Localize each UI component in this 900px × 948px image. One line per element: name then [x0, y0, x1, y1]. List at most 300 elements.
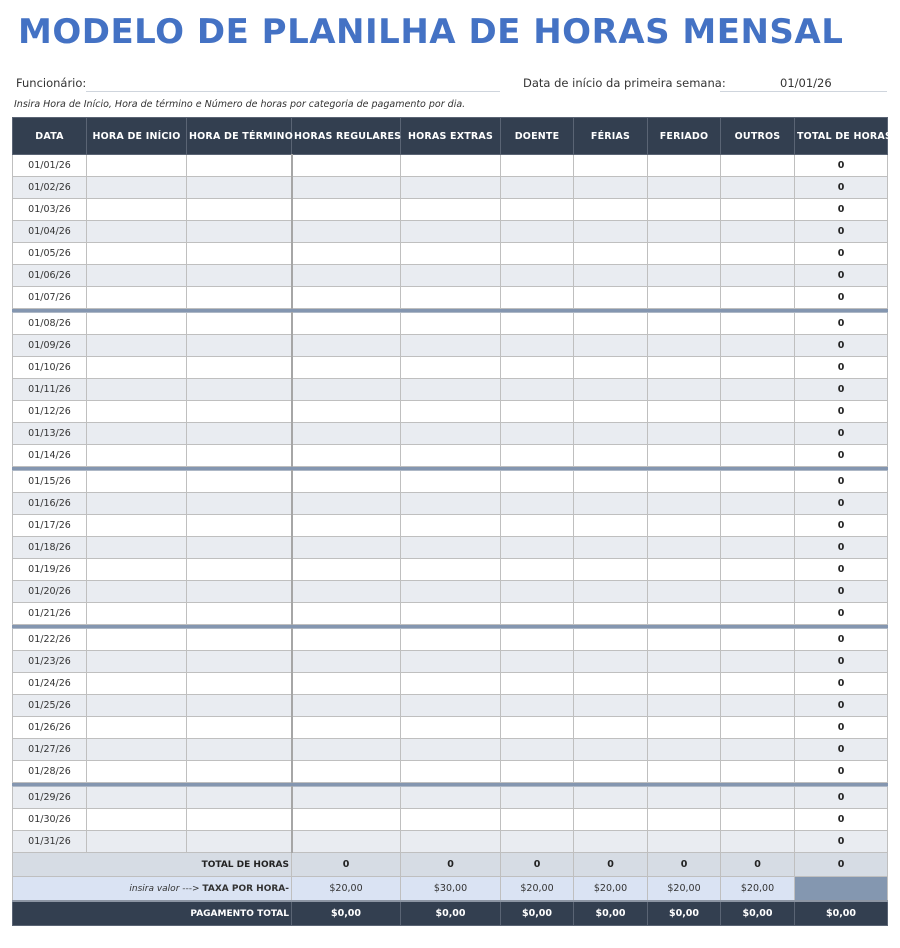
vacation-input[interactable] [574, 287, 648, 309]
vacation-input[interactable] [574, 265, 648, 287]
date-cell: 01/05/26 [13, 243, 87, 265]
date-cell: 01/06/26 [13, 265, 87, 287]
date-cell: 01/04/26 [13, 221, 87, 243]
holiday-input[interactable] [648, 809, 721, 831]
sick-input[interactable] [501, 787, 574, 809]
sick-input[interactable] [501, 265, 574, 287]
sick-input[interactable] [501, 717, 574, 739]
regular-hours-input[interactable] [292, 221, 401, 243]
regular-hours-input[interactable] [292, 423, 401, 445]
other-input[interactable] [721, 493, 795, 515]
sick-input[interactable] [501, 559, 574, 581]
vacation-input[interactable] [574, 243, 648, 265]
table-row [13, 379, 888, 401]
overtime-input[interactable] [401, 603, 501, 625]
end-time-input[interactable] [187, 673, 292, 695]
regular-hours-input[interactable] [292, 177, 401, 199]
holiday-input[interactable] [648, 379, 721, 401]
overtime-input[interactable] [401, 673, 501, 695]
regular-hours-input[interactable] [292, 199, 401, 221]
regular-hours-input[interactable] [292, 471, 401, 493]
other-input[interactable] [721, 831, 795, 853]
vacation-input[interactable] [574, 471, 648, 493]
holiday-input[interactable] [648, 243, 721, 265]
instructions-text: Insira Hora de Início, Hora de término e Número de horas por categoria de pagamento por dia. [14, 99, 466, 110]
holiday-input[interactable] [648, 493, 721, 515]
end-time-input[interactable] [187, 559, 292, 581]
sick-input[interactable] [501, 581, 574, 603]
other-input[interactable] [721, 423, 795, 445]
total-holiday: 0 [648, 853, 721, 877]
end-time-input[interactable] [187, 695, 292, 717]
col-header-date: DATA [13, 118, 87, 155]
holiday-input[interactable] [648, 739, 721, 761]
holiday-input[interactable] [648, 831, 721, 853]
end-time-input[interactable] [187, 603, 292, 625]
start-time-input[interactable] [87, 313, 187, 335]
end-time-input[interactable] [187, 265, 292, 287]
employee-label: Funcionário: [16, 76, 87, 90]
start-date-input[interactable] [720, 76, 887, 92]
start-time-input[interactable] [87, 445, 187, 467]
holiday-input[interactable] [648, 761, 721, 783]
start-time-input[interactable] [87, 423, 187, 445]
holiday-input[interactable] [648, 445, 721, 467]
start-date-label: Data de início da primeira semana: [523, 76, 726, 90]
row-total-hours: 0 [795, 603, 888, 625]
holiday-input[interactable] [648, 423, 721, 445]
overtime-input[interactable] [401, 445, 501, 467]
end-time-input[interactable] [187, 739, 292, 761]
overtime-input[interactable] [401, 357, 501, 379]
overtime-input[interactable] [401, 739, 501, 761]
sick-input[interactable] [501, 673, 574, 695]
regular-hours-input[interactable] [292, 761, 401, 783]
other-input[interactable] [721, 335, 795, 357]
col-header-total-hours: TOTAL DE HORAS [795, 118, 888, 155]
end-time-input[interactable] [187, 423, 292, 445]
regular-hours-input[interactable] [292, 809, 401, 831]
row-total-hours: 0 [795, 581, 888, 603]
end-time-input[interactable] [187, 717, 292, 739]
overtime-input[interactable] [401, 471, 501, 493]
vacation-input[interactable] [574, 357, 648, 379]
other-input[interactable] [721, 629, 795, 651]
sick-input[interactable] [501, 155, 574, 177]
end-time-input[interactable] [187, 177, 292, 199]
row-total-hours: 0 [795, 379, 888, 401]
regular-hours-input[interactable] [292, 695, 401, 717]
other-input[interactable] [721, 379, 795, 401]
other-input[interactable] [721, 761, 795, 783]
start-time-input[interactable] [87, 537, 187, 559]
start-time-input[interactable] [87, 695, 187, 717]
sick-input[interactable] [501, 379, 574, 401]
table-row [13, 243, 888, 265]
start-time-input[interactable] [87, 581, 187, 603]
sick-input[interactable] [501, 357, 574, 379]
sick-input[interactable] [501, 651, 574, 673]
vacation-input[interactable] [574, 651, 648, 673]
start-time-input[interactable] [87, 335, 187, 357]
other-input[interactable] [721, 401, 795, 423]
table-row [13, 651, 888, 673]
start-time-input[interactable] [87, 651, 187, 673]
rate-sick-input[interactable]: $20,00 [501, 877, 574, 902]
row-total-hours: 0 [795, 761, 888, 783]
regular-hours-input[interactable] [292, 739, 401, 761]
end-time-input[interactable] [187, 629, 292, 651]
vacation-input[interactable] [574, 199, 648, 221]
other-input[interactable] [721, 717, 795, 739]
holiday-input[interactable] [648, 313, 721, 335]
regular-hours-input[interactable] [292, 629, 401, 651]
start-time-input[interactable] [87, 831, 187, 853]
date-cell: 01/15/26 [13, 471, 87, 493]
date-cell: 01/22/26 [13, 629, 87, 651]
rate-other-input[interactable]: $20,00 [721, 877, 795, 902]
start-time-input[interactable] [87, 177, 187, 199]
overtime-input[interactable] [401, 787, 501, 809]
page-title: MODELO DE PLANILHA DE HORAS MENSAL [18, 12, 844, 52]
other-input[interactable] [721, 787, 795, 809]
vacation-input[interactable] [574, 809, 648, 831]
regular-hours-input[interactable] [292, 401, 401, 423]
holiday-input[interactable] [648, 177, 721, 199]
regular-hours-input[interactable] [292, 831, 401, 853]
sick-input[interactable] [501, 423, 574, 445]
vacation-input[interactable] [574, 787, 648, 809]
payment-regular: $0,00 [292, 901, 401, 926]
date-cell: 01/31/26 [13, 831, 87, 853]
other-input[interactable] [721, 243, 795, 265]
start-time-input[interactable] [87, 243, 187, 265]
vacation-input[interactable] [574, 761, 648, 783]
vacation-input[interactable] [574, 155, 648, 177]
sick-input[interactable] [501, 629, 574, 651]
vacation-input[interactable] [574, 673, 648, 695]
vacation-input[interactable] [574, 493, 648, 515]
holiday-input[interactable] [648, 401, 721, 423]
regular-hours-input[interactable] [292, 243, 401, 265]
holiday-input[interactable] [648, 673, 721, 695]
table-row [13, 787, 888, 809]
regular-hours-input[interactable] [292, 515, 401, 537]
sick-input[interactable] [501, 493, 574, 515]
holiday-input[interactable] [648, 287, 721, 309]
regular-hours-input[interactable] [292, 581, 401, 603]
rate-regular-input[interactable]: $20,00 [292, 877, 401, 902]
overtime-input[interactable] [401, 221, 501, 243]
rate-vacation-input[interactable]: $20,00 [574, 877, 648, 902]
other-input[interactable] [721, 287, 795, 309]
other-input[interactable] [721, 471, 795, 493]
row-total-hours: 0 [795, 445, 888, 467]
regular-hours-input[interactable] [292, 537, 401, 559]
sick-input[interactable] [501, 287, 574, 309]
overtime-input[interactable] [401, 265, 501, 287]
overtime-input[interactable] [401, 559, 501, 581]
holiday-input[interactable] [648, 603, 721, 625]
overtime-input[interactable] [401, 401, 501, 423]
start-time-input[interactable] [87, 265, 187, 287]
other-input[interactable] [721, 221, 795, 243]
end-time-input[interactable] [187, 445, 292, 467]
vacation-input[interactable] [574, 379, 648, 401]
holiday-input[interactable] [648, 221, 721, 243]
holiday-input[interactable] [648, 629, 721, 651]
start-time-input[interactable] [87, 809, 187, 831]
other-input[interactable] [721, 695, 795, 717]
regular-hours-input[interactable] [292, 357, 401, 379]
overtime-input[interactable] [401, 493, 501, 515]
row-total-hours: 0 [795, 787, 888, 809]
regular-hours-input[interactable] [292, 265, 401, 287]
regular-hours-input[interactable] [292, 287, 401, 309]
row-total-hours: 0 [795, 717, 888, 739]
other-input[interactable] [721, 603, 795, 625]
start-date-value: 01/01/26 [780, 76, 832, 90]
overtime-input[interactable] [401, 515, 501, 537]
start-time-input[interactable] [87, 221, 187, 243]
vacation-input[interactable] [574, 717, 648, 739]
sick-input[interactable] [501, 761, 574, 783]
overtime-input[interactable] [401, 199, 501, 221]
row-total-hours: 0 [795, 739, 888, 761]
other-input[interactable] [721, 199, 795, 221]
overtime-input[interactable] [401, 831, 501, 853]
overtime-input[interactable] [401, 287, 501, 309]
sick-input[interactable] [501, 221, 574, 243]
table-row [13, 265, 888, 287]
regular-hours-input[interactable] [292, 379, 401, 401]
rate-holiday-input[interactable]: $20,00 [648, 877, 721, 902]
start-time-input[interactable] [87, 559, 187, 581]
vacation-input[interactable] [574, 739, 648, 761]
start-time-input[interactable] [87, 739, 187, 761]
rate-overtime-input[interactable]: $30,00 [401, 877, 501, 902]
vacation-input[interactable] [574, 695, 648, 717]
holiday-input[interactable] [648, 265, 721, 287]
end-time-input[interactable] [187, 243, 292, 265]
other-input[interactable] [721, 809, 795, 831]
start-time-input[interactable] [87, 717, 187, 739]
start-time-input[interactable] [87, 493, 187, 515]
end-time-input[interactable] [187, 379, 292, 401]
start-time-input[interactable] [87, 515, 187, 537]
regular-hours-input[interactable] [292, 603, 401, 625]
overtime-input[interactable] [401, 695, 501, 717]
vacation-input[interactable] [574, 559, 648, 581]
start-time-input[interactable] [87, 471, 187, 493]
start-time-input[interactable] [87, 673, 187, 695]
start-time-input[interactable] [87, 629, 187, 651]
holiday-input[interactable] [648, 471, 721, 493]
overtime-input[interactable] [401, 335, 501, 357]
employee-input[interactable] [86, 76, 500, 92]
sick-input[interactable] [501, 809, 574, 831]
sick-input[interactable] [501, 243, 574, 265]
vacation-input[interactable] [574, 629, 648, 651]
sick-input[interactable] [501, 739, 574, 761]
holiday-input[interactable] [648, 581, 721, 603]
other-input[interactable] [721, 537, 795, 559]
vacation-input[interactable] [574, 831, 648, 853]
holiday-input[interactable] [648, 515, 721, 537]
overtime-input[interactable] [401, 155, 501, 177]
other-input[interactable] [721, 265, 795, 287]
other-input[interactable] [721, 651, 795, 673]
vacation-input[interactable] [574, 581, 648, 603]
holiday-input[interactable] [648, 695, 721, 717]
start-time-input[interactable] [87, 155, 187, 177]
other-input[interactable] [721, 177, 795, 199]
other-input[interactable] [721, 739, 795, 761]
row-total-hours: 0 [795, 335, 888, 357]
sick-input[interactable] [501, 515, 574, 537]
payment-holiday: $0,00 [648, 901, 721, 926]
regular-hours-input[interactable] [292, 313, 401, 335]
overtime-input[interactable] [401, 423, 501, 445]
vacation-input[interactable] [574, 313, 648, 335]
vacation-input[interactable] [574, 515, 648, 537]
total-hours-row [13, 853, 888, 877]
row-total-hours: 0 [795, 831, 888, 853]
row-total-hours: 0 [795, 809, 888, 831]
sick-input[interactable] [501, 471, 574, 493]
overtime-input[interactable] [401, 177, 501, 199]
holiday-input[interactable] [648, 717, 721, 739]
other-input[interactable] [721, 673, 795, 695]
sick-input[interactable] [501, 537, 574, 559]
total-vacation: 0 [574, 853, 648, 877]
header-row [13, 118, 888, 155]
overtime-input[interactable] [401, 379, 501, 401]
sick-input[interactable] [501, 831, 574, 853]
vacation-input[interactable] [574, 335, 648, 357]
end-time-input[interactable] [187, 581, 292, 603]
holiday-input[interactable] [648, 537, 721, 559]
end-time-input[interactable] [187, 155, 292, 177]
sick-input[interactable] [501, 401, 574, 423]
regular-hours-input[interactable] [292, 673, 401, 695]
start-time-input[interactable] [87, 287, 187, 309]
row-total-hours: 0 [795, 357, 888, 379]
start-time-input[interactable] [87, 603, 187, 625]
overtime-input[interactable] [401, 629, 501, 651]
end-time-input[interactable] [187, 761, 292, 783]
end-time-input[interactable] [187, 471, 292, 493]
regular-hours-input[interactable] [292, 155, 401, 177]
end-time-input[interactable] [187, 199, 292, 221]
vacation-input[interactable] [574, 537, 648, 559]
sick-input[interactable] [501, 603, 574, 625]
end-time-input[interactable] [187, 401, 292, 423]
regular-hours-input[interactable] [292, 335, 401, 357]
other-input[interactable] [721, 559, 795, 581]
date-cell: 01/01/26 [13, 155, 87, 177]
holiday-input[interactable] [648, 559, 721, 581]
holiday-input[interactable] [648, 787, 721, 809]
date-cell: 01/19/26 [13, 559, 87, 581]
overtime-input[interactable] [401, 717, 501, 739]
vacation-input[interactable] [574, 221, 648, 243]
start-time-input[interactable] [87, 761, 187, 783]
end-time-input[interactable] [187, 313, 292, 335]
overtime-input[interactable] [401, 313, 501, 335]
other-input[interactable] [721, 445, 795, 467]
other-input[interactable] [721, 155, 795, 177]
end-time-input[interactable] [187, 537, 292, 559]
start-time-input[interactable] [87, 357, 187, 379]
overtime-input[interactable] [401, 761, 501, 783]
other-input[interactable] [721, 313, 795, 335]
other-input[interactable] [721, 515, 795, 537]
start-time-input[interactable] [87, 379, 187, 401]
sick-input[interactable] [501, 335, 574, 357]
holiday-input[interactable] [648, 155, 721, 177]
overtime-input[interactable] [401, 243, 501, 265]
other-input[interactable] [721, 357, 795, 379]
row-total-hours: 0 [795, 313, 888, 335]
vacation-input[interactable] [574, 177, 648, 199]
regular-hours-input[interactable] [292, 717, 401, 739]
sick-input[interactable] [501, 313, 574, 335]
holiday-input[interactable] [648, 199, 721, 221]
start-time-input[interactable] [87, 199, 187, 221]
holiday-input[interactable] [648, 651, 721, 673]
end-time-input[interactable] [187, 335, 292, 357]
overtime-input[interactable] [401, 581, 501, 603]
regular-hours-input[interactable] [292, 559, 401, 581]
end-time-input[interactable] [187, 787, 292, 809]
end-time-input[interactable] [187, 287, 292, 309]
regular-hours-input[interactable] [292, 445, 401, 467]
vacation-input[interactable] [574, 423, 648, 445]
vacation-input[interactable] [574, 401, 648, 423]
vacation-input[interactable] [574, 445, 648, 467]
end-time-input[interactable] [187, 493, 292, 515]
holiday-input[interactable] [648, 357, 721, 379]
date-cell: 01/12/26 [13, 401, 87, 423]
end-time-input[interactable] [187, 809, 292, 831]
date-cell: 01/11/26 [13, 379, 87, 401]
overtime-input[interactable] [401, 651, 501, 673]
start-time-input[interactable] [87, 787, 187, 809]
end-time-input[interactable] [187, 831, 292, 853]
end-time-input[interactable] [187, 221, 292, 243]
end-time-input[interactable] [187, 357, 292, 379]
date-cell: 01/16/26 [13, 493, 87, 515]
end-time-input[interactable] [187, 515, 292, 537]
start-time-input[interactable] [87, 401, 187, 423]
end-time-input[interactable] [187, 651, 292, 673]
regular-hours-input[interactable] [292, 787, 401, 809]
vacation-input[interactable] [574, 603, 648, 625]
sick-input[interactable] [501, 199, 574, 221]
other-input[interactable] [721, 581, 795, 603]
regular-hours-input[interactable] [292, 493, 401, 515]
table-row [13, 695, 888, 717]
sick-input[interactable] [501, 445, 574, 467]
date-cell: 01/17/26 [13, 515, 87, 537]
regular-hours-input[interactable] [292, 651, 401, 673]
holiday-input[interactable] [648, 335, 721, 357]
sick-input[interactable] [501, 695, 574, 717]
sick-input[interactable] [501, 177, 574, 199]
overtime-input[interactable] [401, 537, 501, 559]
overtime-input[interactable] [401, 809, 501, 831]
